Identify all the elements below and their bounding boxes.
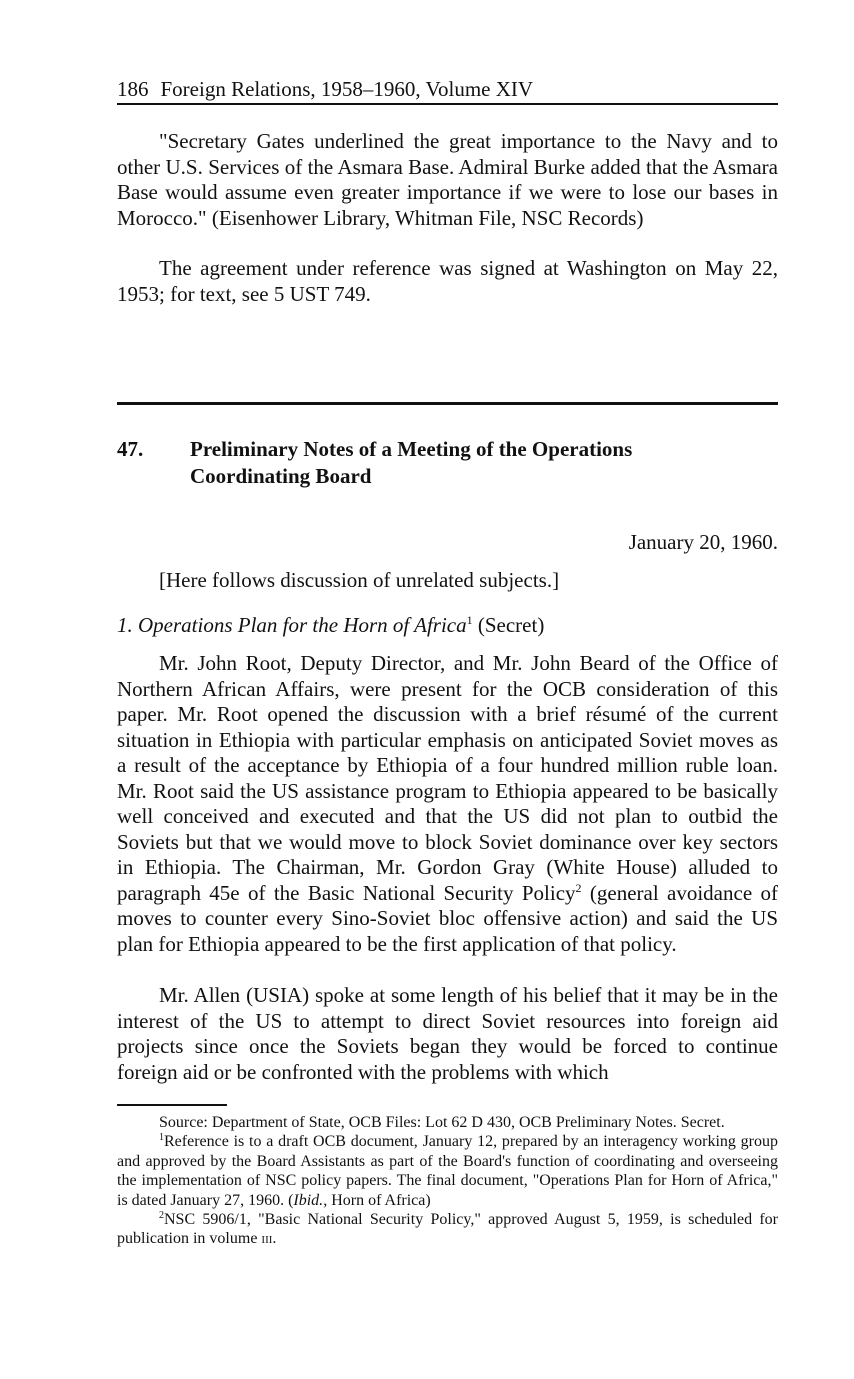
item-classification: (Secret) — [477, 613, 545, 637]
document-date: January 20, 1960. — [628, 530, 778, 554]
footnote-ref-1[interactable]: 1 — [466, 613, 473, 627]
footnote-1-text-b: , Horn of Africa) — [323, 1191, 431, 1209]
footnote-1-text-a: Reference is to a draft OCB document, January 12, prepared by an interagency working group and approved by the Board Assistants as part of the Board's function of coordinating and overseeing the implementation of NSC policy papers. The final document, "Operations Plan for Horn of Africa," is dated January 27, 1960. ( — [117, 1133, 778, 1209]
footnote-source: Source: Department of State, OCB Files: Lot 62 D 430, OCB Preliminary Notes. Secret. — [159, 1114, 725, 1131]
item-heading — [117, 612, 544, 638]
footnote-2-volume: iii — [261, 1230, 273, 1248]
page-number: 186 — [117, 77, 149, 101]
editorial-note: [Here follows discussion of unrelated subjects.] — [159, 568, 560, 592]
section-divider — [117, 402, 778, 405]
footnote-1-marker: 1 — [159, 1132, 164, 1144]
footnotes — [117, 1113, 778, 1249]
running-head — [117, 76, 778, 105]
footnote-2-marker: 2 — [159, 1210, 164, 1222]
footnote-1-ibid: Ibid. — [293, 1191, 324, 1209]
body-paragraph-1 — [117, 651, 778, 957]
item-title: 1. Operations Plan for the Horn of Africa — [117, 613, 467, 637]
body-paragraph-1-text-b: (general avoidance of moves to counter every Sino-Soviet bloc offensive action) and said the US plan for Ethiopia appeared to be the first application of that policy. — [117, 880, 778, 956]
body-paragraph-2: Mr. Allen (USIA) spoke at some length of his belief that it may be in the interest of the US to attempt to direct Soviet resources into foreign aid projects since once the Soviets began they would be forced to continue foreign aid or be confronted with the problems with which — [117, 983, 778, 1084]
quoted-paragraph: "Secretary Gates underlined the great importance to the Navy and to other U.S. Services of the Asmara Base. Admiral Burke added that the Asmara Base would assume even greater importance if we were to lose our bases in Morocco." (Eisenhower Library, Whitman File, NSC Records) — [117, 129, 778, 230]
footnote-ref-2[interactable]: 2 — [575, 880, 582, 895]
footnote-divider — [117, 1104, 227, 1106]
document-title: Preliminary Notes of a Meeting of the Operations Coordinating Board — [190, 437, 633, 488]
document-number: 47. — [117, 437, 144, 461]
agreement-paragraph: The agreement under reference was signed at Washington on May 22, 1953; for text, see 5 UST 749. — [117, 256, 778, 306]
footnote-1 — [117, 1132, 778, 1210]
footnote-2-text-b: . — [272, 1230, 277, 1248]
body-paragraph-1-text-a: Mr. John Root, Deputy Director, and Mr. John Beard of the Office of Northern African Affairs, were present for the OCB consideration of this paper. Mr. Root opened the discussion with a brief résumé of the current situation in Ethiopia with particular emphasis on anticipated Soviet moves as a result of the acceptance by Ethiopia of a four hundred million ruble loan. Mr. Root said the US assistance program to Ethiopia appeared to be basically well conceived and executed and that the US did not plan to outbid the Soviets but that we would move to block Soviet dominance over key sectors in Ethiopia. The Chairman, Mr. Gordon Gray (White House) alluded to paragraph 45e of the Basic National Security Policy — [117, 651, 778, 905]
volume-title: Foreign Relations, 1958–1960, Volume XIV — [160, 77, 534, 101]
footnote-2 — [117, 1210, 778, 1249]
footnote-2-text-a: NSC 5906/1, "Basic National Security Policy," approved August 5, 1959, is scheduled for publication in volume — [117, 1211, 778, 1248]
